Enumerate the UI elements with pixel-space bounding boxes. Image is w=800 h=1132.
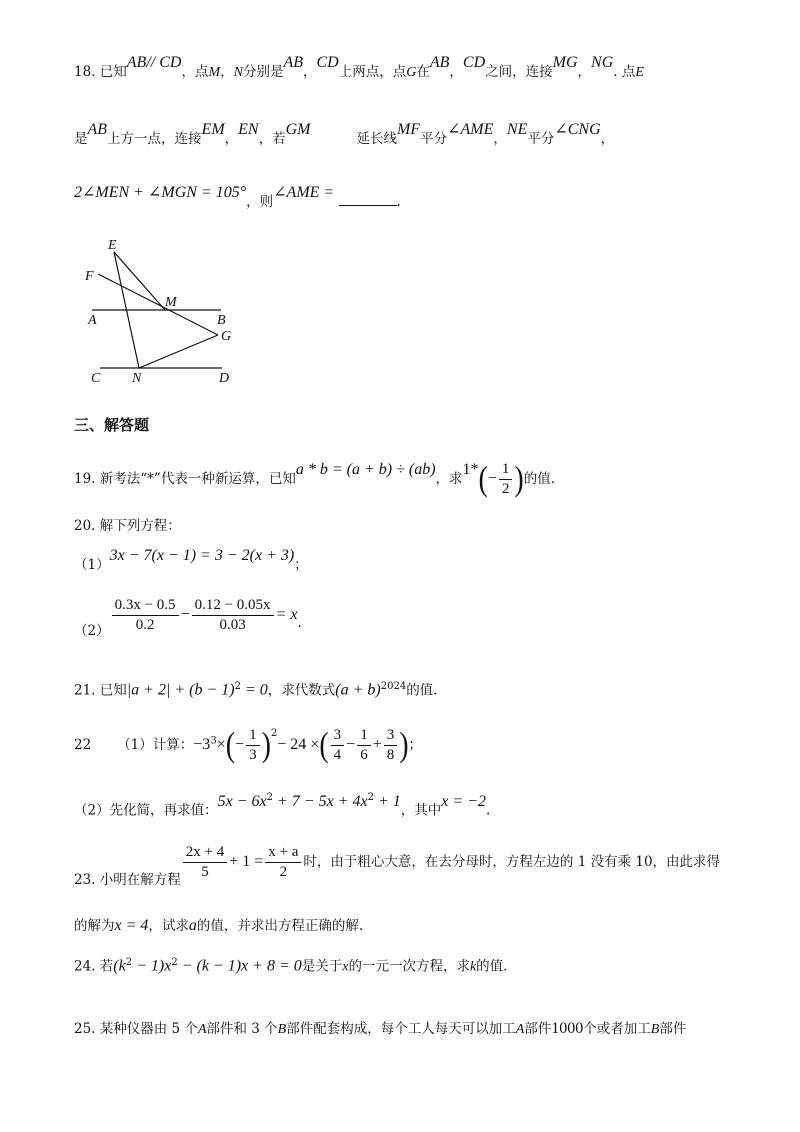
math: = x [275, 606, 298, 623]
math: CD [316, 54, 339, 71]
text: 分别是 [242, 64, 284, 80]
math: NE [506, 121, 528, 138]
text: 的解为 [74, 918, 115, 934]
denominator: 6 [360, 747, 368, 763]
exponent: 2024 [380, 681, 407, 692]
denominator: 0.03 [219, 617, 246, 633]
segment-em [114, 252, 165, 310]
numerator: 3 [384, 728, 398, 746]
math: NG [591, 54, 614, 71]
label-e: E [108, 238, 117, 253]
math: AB [87, 121, 108, 138]
math: = 0 [240, 681, 268, 699]
math: x [342, 959, 349, 975]
math: − [180, 606, 190, 623]
fraction [331, 728, 345, 763]
paren: ( [225, 725, 236, 765]
math: AB// CD [126, 54, 182, 71]
exponent: 2 [270, 727, 278, 739]
text: ， [493, 131, 507, 147]
fraction [192, 598, 274, 633]
text: 部件配套构成，每个工人每天可以加工 [286, 1021, 516, 1037]
q20-part2 [74, 597, 302, 639]
denominator: 0.2 [135, 617, 155, 633]
q20-title: 20. 解下列方程： [74, 518, 181, 534]
q18-line-1 [74, 54, 644, 80]
fraction [357, 728, 371, 763]
text: 上两点，点 [338, 64, 407, 80]
text: 个或者加工 [583, 1021, 651, 1037]
math: 3x − 7(x − 1) = 3 − 2(x + 3) [109, 547, 295, 564]
text: ； [294, 557, 308, 573]
text: 的值. [406, 682, 438, 699]
text: ， [577, 64, 592, 80]
label-a: A [88, 313, 97, 328]
math: MG [552, 54, 578, 71]
numerator: 2x + 4 [183, 845, 227, 863]
label-b: B [217, 313, 226, 328]
math: M [208, 65, 221, 80]
text: 延长线 [356, 131, 397, 147]
math: ∠CNG [554, 121, 601, 138]
math: G [406, 65, 417, 80]
math: AB [283, 54, 303, 71]
math: (a + b) [335, 681, 381, 699]
section-heading: 三、解答题 [74, 416, 150, 434]
label-m: M [165, 295, 177, 310]
paren: ) [514, 459, 524, 499]
q21 [74, 682, 437, 699]
text: 23. 小明在解方程 [74, 872, 181, 888]
text: 的值. [523, 471, 555, 487]
text: . [297, 615, 302, 631]
text: ，其中 [400, 802, 442, 819]
q22-part1: 22 （1）计算：$-3^3\times(-$ $\frac{1}{3}$ )$^2$− 24 ×( $\frac{3}{4}$ − $\frac{1}{6}$ + $\frac{3}{8}$ )； [74, 725, 423, 765]
exponent: 3 [210, 735, 217, 747]
q18-line-3 [74, 184, 401, 210]
text: ，点 [181, 64, 209, 80]
math: −3 [193, 736, 211, 753]
math: x = 4 [114, 917, 149, 934]
text: 部件 [659, 1021, 687, 1037]
exponent: 2 [367, 792, 374, 803]
text: （2） [74, 623, 110, 639]
math: EN [238, 121, 259, 138]
math: + 1 = [229, 853, 264, 870]
numerator: 1 [246, 728, 260, 746]
denominator: 5 [201, 864, 209, 880]
text: ，求 [435, 471, 463, 487]
math: − 1)x [132, 957, 172, 975]
math: ∠AME = [273, 184, 335, 201]
math: MF [397, 121, 421, 138]
math: + 7 − 5x + 4x [272, 792, 368, 810]
denominator: 2 [501, 481, 510, 497]
q22-part2 [74, 792, 491, 819]
q23-line-1 [74, 844, 721, 888]
text: ，若 [258, 131, 286, 147]
text: 25. 某种仪器由 5 个 [74, 1021, 198, 1037]
denominator: 4 [333, 747, 342, 763]
exponent: 2 [266, 792, 273, 803]
text: ， [449, 64, 463, 80]
segment-fg [98, 274, 218, 335]
math: 2∠MEN + ∠MGN = 105° [74, 184, 247, 201]
math: AB [429, 54, 450, 71]
fraction [384, 728, 398, 763]
math: a * b = (a + b) ÷ (ab) [295, 461, 436, 478]
paren: ( [478, 459, 488, 499]
numerator: 0.3x − 0.5 [112, 598, 179, 616]
label-g: G [221, 329, 232, 344]
math: k [469, 959, 477, 975]
denominator: 2 [279, 864, 288, 880]
fraction [183, 845, 227, 880]
math: GM [285, 121, 311, 138]
math: − [487, 470, 497, 487]
math: x = −2 [441, 792, 486, 810]
label-d: D [219, 371, 230, 386]
text: ， [600, 131, 615, 147]
math: (k [113, 957, 126, 975]
math: CD [462, 54, 486, 71]
text: （2）先化简，再求值： [74, 802, 218, 819]
label-f: F [85, 269, 94, 284]
text: ， [220, 64, 234, 80]
text: . [396, 194, 401, 210]
label-c: C [91, 371, 101, 386]
numerator: 0.12 − 0.05x [192, 598, 274, 616]
math: B [277, 1022, 287, 1037]
q20-part1 [74, 547, 308, 573]
text: 是 [74, 131, 88, 147]
math: A [197, 1022, 207, 1037]
exponent: 2 [234, 681, 241, 692]
math: EM [201, 121, 225, 138]
math: ∠AME [447, 121, 494, 138]
text: 19. 新考法“*”代表一种新运算，已知 [74, 471, 296, 487]
math: |a + 2| + (b − 1) [126, 681, 235, 699]
text: 是关于 [301, 958, 343, 975]
exponent: 2 [125, 957, 133, 968]
text: 21. 已知 [74, 682, 127, 699]
text: 时，由于粗心大意，在去分母时，方程左边的 1 没有乘 10，由此求得 [303, 854, 721, 870]
text: 18. 已知 [74, 64, 127, 80]
text: ， [303, 64, 317, 80]
text: ，求代数式 [267, 682, 336, 699]
math: B [650, 1022, 660, 1037]
text: 部件 [524, 1021, 552, 1037]
label-n: N [132, 371, 142, 386]
math: 5x − 6x [217, 792, 267, 810]
question-number: 22 [74, 737, 92, 753]
text: （1） [74, 557, 110, 573]
math: 1* [462, 461, 479, 478]
text: 的值. [476, 958, 508, 975]
text: 的一元一次方程，求 [348, 958, 470, 975]
text: （1）计算： [117, 737, 194, 753]
numerator: 1 [499, 462, 513, 480]
text: ，则 [246, 194, 274, 210]
text: ， [224, 131, 239, 147]
fraction [246, 728, 260, 763]
text: ，试求 [148, 918, 189, 934]
denominator: 8 [386, 747, 395, 763]
numerator: 3 [331, 728, 345, 746]
math: E [635, 65, 644, 80]
paren: ) [399, 725, 409, 765]
text: 在 [416, 64, 430, 80]
text: 之间，连接 [485, 64, 553, 80]
paren: ( [319, 725, 329, 765]
text: . [485, 802, 491, 819]
math: × [216, 736, 226, 753]
fraction [265, 845, 301, 880]
math: a [188, 917, 197, 934]
q19 [74, 459, 555, 499]
exponent: 2 [171, 957, 178, 968]
q25 [74, 1021, 686, 1037]
text: 平分 [527, 131, 555, 147]
fraction [499, 462, 513, 497]
geometry-figure [80, 232, 250, 387]
paren: ) [261, 725, 271, 765]
q23-line-2 [74, 918, 363, 934]
numerator: x + a [265, 845, 301, 863]
answer-blank [339, 193, 397, 206]
text: 的值，并求出方程正确的解. [196, 918, 364, 934]
numerator: 1 [357, 728, 371, 746]
math: A [515, 1022, 525, 1037]
text: ； [408, 737, 423, 753]
q18-line-2 [74, 121, 615, 147]
fraction [112, 598, 179, 633]
segment-ng [139, 335, 218, 368]
math: − (k − 1)x + 8 = 0 [177, 957, 302, 975]
q24 [74, 958, 507, 975]
math: 1000 [551, 1020, 584, 1037]
text: 24. 若 [74, 958, 114, 975]
math: − 24 × [277, 736, 320, 753]
math: N [233, 65, 243, 80]
text: 部件和 3 个 [206, 1021, 278, 1037]
text: 上方一点，连接 [107, 131, 202, 147]
text: . 点 [613, 64, 636, 80]
denominator: 3 [249, 747, 257, 763]
text: 平分 [420, 131, 448, 147]
math: + 1 [373, 792, 401, 810]
